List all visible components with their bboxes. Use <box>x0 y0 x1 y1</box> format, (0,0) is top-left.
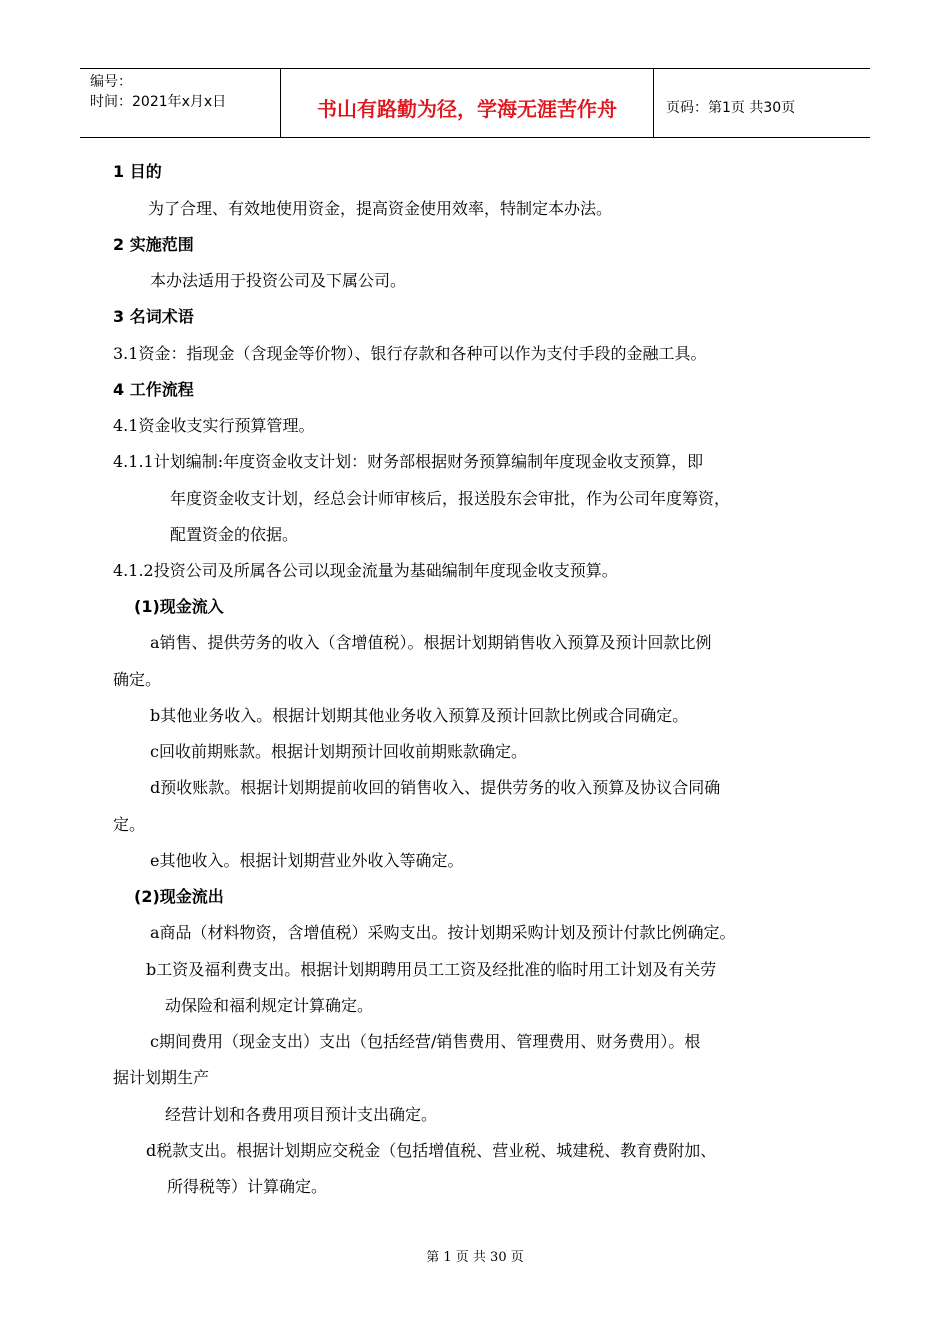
header-left-cell <box>80 69 281 137</box>
paragraph-line: 4.1.1计划编制:年度资金收支计划：财务部根据财务预算编制年度现金收支预算，即 <box>113 452 704 471</box>
paragraph-line: 4.1.2投资公司及所属各公司以现金流量为基础编制年度现金收支预算。 <box>113 561 618 580</box>
paragraph-line: 为了合理、有效地使用资金，提高资金使用效率，特制定本办法。 <box>148 199 613 218</box>
paragraph-line: 3.1资金：指现金（含现金等价物）、银行存款和各种可以作为支付手段的金融工具。 <box>113 344 707 363</box>
paragraph-line: 年度资金收支计划，经总会计师审核后，报送股东会审批，作为公司年度筹资， <box>170 489 731 508</box>
paragraph-line: a商品（材料物资，含增值税）采购支出。按计划期采购计划及预计付款比例确定。 <box>150 923 736 942</box>
paragraph-line: 所得税等）计算确定。 <box>167 1177 328 1196</box>
paragraph-line: c回收前期账款。根据计划期预计回收前期账款确定。 <box>150 742 527 761</box>
paragraph-line: 本办法适用于投资公司及下属公司。 <box>150 271 407 290</box>
paragraph-line: a销售、提供劳务的收入（含增值税）。根据计划期销售收入预算及预计回款比例 <box>150 633 712 652</box>
subsection-heading: (1)现金流入 <box>134 597 224 616</box>
paragraph-line: 确定。 <box>113 670 162 689</box>
paragraph-line: 动保险和福利规定计算确定。 <box>165 996 374 1015</box>
document-number-label: 编号： <box>90 74 132 90</box>
paragraph-line: e其他收入。根据计划期营业外收入等确定。 <box>150 851 464 870</box>
section-heading: 3 名词术语 <box>113 307 194 326</box>
header-page-info: 页码：第1页 共30页 <box>666 100 796 116</box>
page-header <box>80 68 870 138</box>
paragraph-line: 4.1资金收支实行预算管理。 <box>113 416 315 435</box>
paragraph-line: b其他业务收入。根据计划期其他业务收入预算及预计回款比例或合同确定。 <box>150 706 689 725</box>
subsection-heading: (2)现金流出 <box>134 887 224 906</box>
section-heading: 4 工作流程 <box>113 380 194 399</box>
page-footer: 第 1 页 共 30 页 <box>426 1250 524 1265</box>
paragraph-line: b工资及福利费支出。根据计划期聘用员工工资及经批准的临时用工计划及有关劳 <box>146 960 717 979</box>
paragraph-line: d预收账款。根据计划期提前收回的销售收入、提供劳务的收入预算及协议合同确 <box>150 778 721 797</box>
document-time-label: 时间：2021年x月x日 <box>90 94 227 110</box>
paragraph-line: 经营计划和各费用项目预计支出确定。 <box>165 1105 438 1124</box>
paragraph-line: 定。 <box>113 815 146 834</box>
section-heading: 1 目的 <box>113 162 162 181</box>
paragraph-line: 据计划期生产 <box>113 1068 210 1087</box>
header-motto: 书山有路勤为径，学海无涯苦作舟 <box>281 69 654 137</box>
paragraph-line: 配置资金的依据。 <box>170 525 299 544</box>
paragraph-line: d税款支出。根据计划期应交税金（包括增值税、营业税、城建税、教育费附加、 <box>146 1141 717 1160</box>
section-heading: 2 实施范围 <box>113 235 194 254</box>
paragraph-line: c期间费用（现金支出）支出（包括经营/销售费用、管理费用、财务费用）。根 <box>150 1032 701 1051</box>
